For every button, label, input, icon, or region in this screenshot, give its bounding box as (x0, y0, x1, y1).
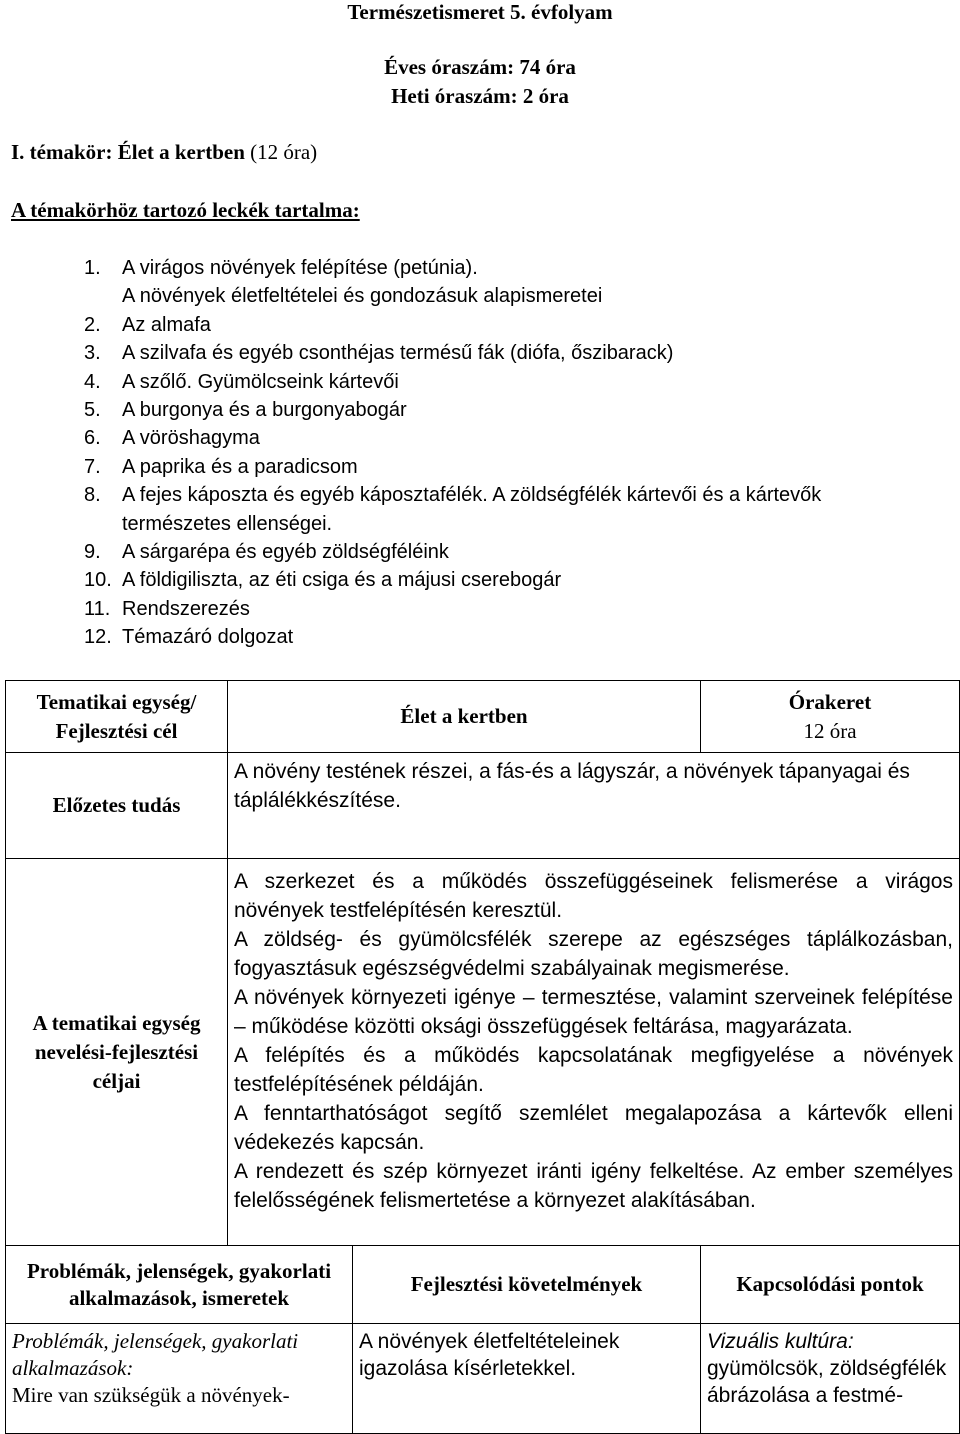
col1-header: Problémák, jelenségek, gyakorlati alkalmazások, ismeretek (6, 1246, 353, 1324)
list-item: 1. A virágos növények felépítése (petúnia). A növények életfeltételei és gondozásuk alapismeretei (84, 257, 603, 308)
unit-name-cell: Élet a kertben (228, 681, 701, 753)
list-item: 5. A burgonya és a burgonyabogár (84, 399, 407, 422)
topic-heading (11, 140, 317, 165)
hour-frame-value: 12 óra (803, 718, 857, 743)
col2-content: A növények életfeltételeinek igazolása kísérletekkel. (353, 1324, 701, 1434)
topic-label: I. témakör: Élet a kertben (11, 140, 245, 164)
list-item: 8. A fejes káposzta és egyéb káposztafélék. A zöldségfélék kártevői és a kártevők természetes ellenségei. (84, 484, 822, 535)
goal-item: A szerkezet és a működés összefüggéseinek felismerése a virágos növények testfelépítésén keresztül. (234, 870, 953, 922)
list-item: 10. A földigiliszta, az éti csiga és a májusi cserebogár (84, 569, 562, 592)
list-item: 11. Rendszerezés (84, 597, 250, 620)
goal-item: A fenntarthatóságot segítő szemlélet megalapozása a kártevők elleni védekezés kapcsán. (234, 1102, 953, 1154)
prior-knowledge-label: Előzetes tudás (6, 753, 228, 859)
hour-frame-cell (701, 681, 960, 753)
lessons-heading: A témakörhöz tartozó leckék tartalma: (11, 198, 360, 222)
col1-content: Problémák, jelenségek, gyakorlati alkalmazások: Mire van szükségük a növények- (6, 1324, 353, 1434)
list-item: 7. A paprika és a paradicsom (84, 455, 358, 478)
col2-header: Fejlesztési követelmények (353, 1246, 701, 1324)
weekly-hours: Heti óraszám: 2 óra (391, 84, 569, 108)
unit-label-cell: Tematikai egység/ Fejlesztési cél (6, 681, 228, 753)
lesson-list (84, 254, 944, 652)
list-item: 9. A sárgarépa és egyéb zöldségféléink (84, 541, 449, 564)
list-item: 2. Az almafa (84, 313, 211, 336)
list-item: 4. A szőlő. Gyümölcseink kártevői (84, 370, 399, 393)
topic-hours: (12 óra) (250, 140, 318, 164)
goal-item: A zöldség- és gyümölcsfélék szerepe az egészséges táplálkozásban, fogyasztásuk egészségvédelmi szabályainak megismerése. (234, 928, 953, 980)
col3-content: Vizuális kultúra: gyümölcsök, zöldségfélék ábrázolása a festmé- (701, 1324, 960, 1434)
col3-header: Kapcsolódási pontok (701, 1246, 960, 1324)
hour-frame-label: Órakeret (788, 689, 872, 714)
list-item: 3. A szilvafa és egyéb csonthéjas termésű fák (diófa, őszibarack) (84, 342, 674, 365)
prior-knowledge-text: A növény testének részei, a fás-és a lágyszár, a növények tápanyagai és táplálékkészítése. (228, 753, 960, 859)
goal-item: A felépítés és a működés kapcsolatának megfigyelése a növények testfelépítésének példáján. (234, 1044, 953, 1096)
goals-cell (228, 859, 960, 1246)
list-item: 6. A vöröshagyma (84, 427, 260, 450)
goal-item: A rendezett és szép környezet iránti igény felkeltése. Az ember személyes felelősségének felismertetése a környezet alakításában. (234, 1160, 953, 1212)
goal-item: A növények környezeti igénye – termesztése, valamint szerveinek felépítése – működése közötti oksági összefüggések feltárása, magyarázata. (234, 986, 953, 1038)
curriculum-table (5, 680, 960, 1434)
document-title: Természetismeret 5. évfolyam (347, 0, 613, 24)
goals-label: A tematikai egység nevelési-fejlesztési céljai (6, 859, 228, 1246)
list-item: 12. Témazáró dolgozat (84, 626, 294, 649)
annual-hours: Éves óraszám: 74 óra (384, 55, 576, 79)
